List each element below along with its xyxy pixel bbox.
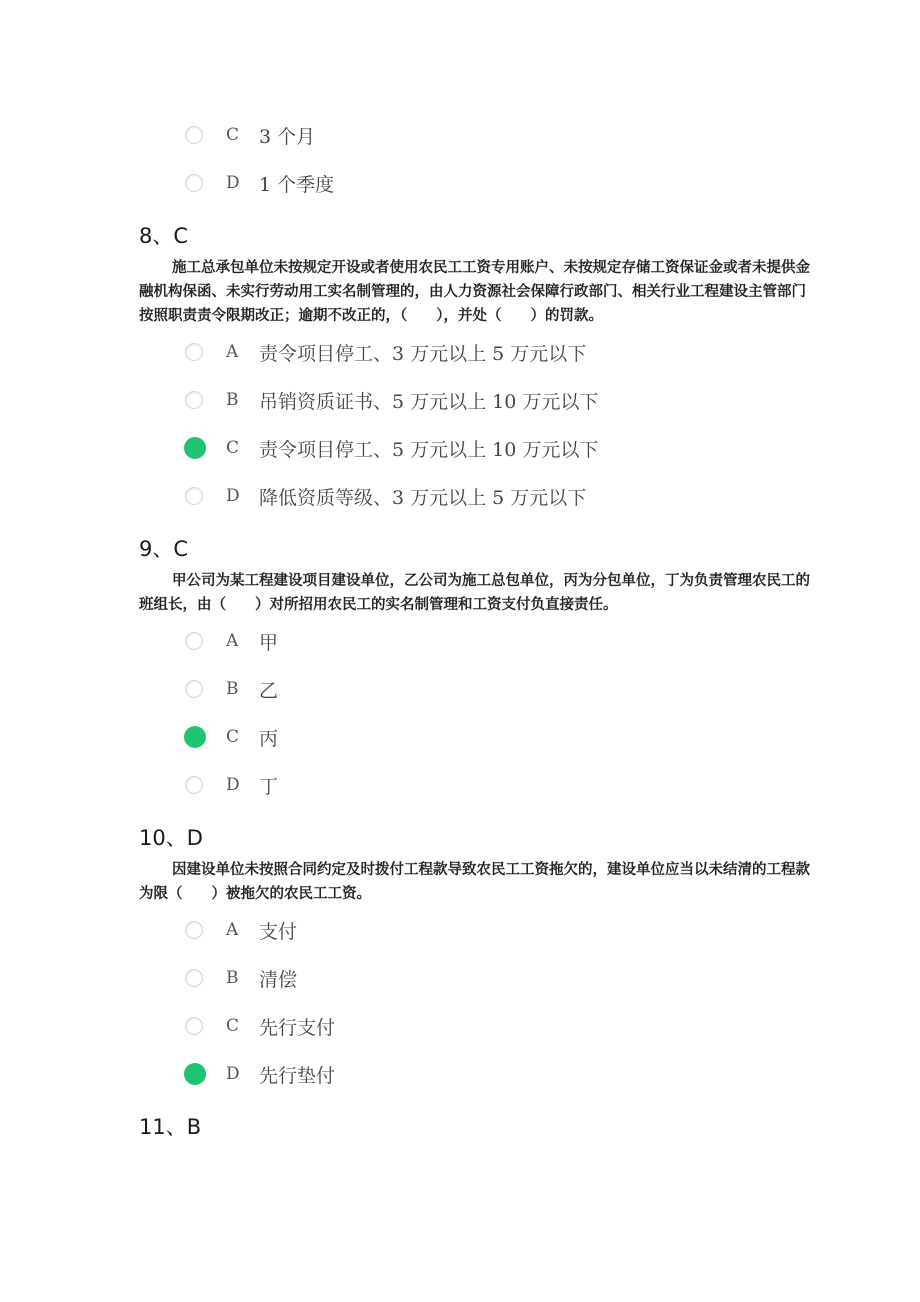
question-8-text: 施工总承包单位未按规定开设或者使用农民工工资专用账户、未按规定存储工资保证金或者未提供金融机构保函、未实行劳动用工实名制管理的，由人力资源社会保障行政部门、相关行业工程建设主管部门按照职责责令限期改正；逾期不改正的，（ ），并处（ ）的罚款。 <box>139 260 810 324</box>
radio-unselected-icon[interactable] <box>185 632 203 650</box>
option-text: 责令项目停工、5 万元以上 10 万元以下 <box>259 438 599 461</box>
radio-unselected-icon[interactable] <box>185 343 203 361</box>
question-11-header: 11、B <box>139 1115 202 1139</box>
q8-option-d[interactable] <box>185 481 586 511</box>
option-text: 1 个季度 <box>259 173 335 196</box>
option-text: 先行垫付 <box>259 1064 336 1087</box>
q7-option-d[interactable] <box>185 168 334 198</box>
option-text: 降低资质等级、3 万元以上 5 万元以下 <box>259 486 587 509</box>
option-text: 丁 <box>259 775 279 798</box>
q9-option-c[interactable] <box>185 722 278 752</box>
option-letter: C <box>226 727 240 747</box>
option-letter: B <box>226 968 239 988</box>
option-letter: A <box>226 631 239 651</box>
q9-option-d[interactable] <box>185 770 278 800</box>
q8-option-a[interactable] <box>185 337 586 367</box>
option-text: 清偿 <box>259 968 298 991</box>
option-letter: B <box>226 679 239 699</box>
q9-option-b[interactable] <box>185 674 278 704</box>
option-letter: D <box>226 486 240 506</box>
option-text: 3 个月 <box>259 125 316 148</box>
q9-option-a[interactable] <box>185 626 278 656</box>
radio-unselected-icon[interactable] <box>185 126 203 144</box>
option-text: 乙 <box>259 679 279 702</box>
radio-unselected-icon[interactable] <box>185 776 203 794</box>
option-text: 责令项目停工、3 万元以上 5 万元以下 <box>259 342 587 365</box>
radio-unselected-icon[interactable] <box>185 680 203 698</box>
q7-option-c[interactable] <box>185 120 315 150</box>
option-text: 丙 <box>259 727 279 750</box>
radio-unselected-icon[interactable] <box>185 487 203 505</box>
option-letter: B <box>226 390 239 410</box>
radio-selected-icon[interactable] <box>184 726 206 748</box>
option-text: 甲 <box>259 631 279 654</box>
radio-unselected-icon[interactable] <box>185 921 203 939</box>
question-10-header: 10、D <box>139 826 203 850</box>
option-letter: A <box>226 342 239 362</box>
radio-selected-icon[interactable] <box>184 1063 206 1085</box>
option-text: 支付 <box>259 920 298 943</box>
q10-option-d[interactable] <box>185 1059 335 1089</box>
question-9-text: 甲公司为某工程建设项目建设单位，乙公司为施工总包单位，丙为分包单位，丁为负责管理农民工的班组长，由（ ）对所招用农民工的实名制管理和工资支付负直接责任。 <box>139 573 810 613</box>
option-letter: C <box>226 438 240 458</box>
q8-option-b[interactable] <box>185 385 598 415</box>
q10-option-a[interactable] <box>185 915 297 945</box>
option-letter: D <box>226 1064 240 1084</box>
q10-option-b[interactable] <box>185 963 297 993</box>
option-text: 先行支付 <box>259 1016 336 1039</box>
radio-unselected-icon[interactable] <box>185 1017 203 1035</box>
option-letter: A <box>226 920 239 940</box>
question-9-header: 9、C <box>139 537 189 561</box>
option-letter: C <box>226 125 240 145</box>
question-8-header: 8、C <box>139 224 189 248</box>
radio-selected-icon[interactable] <box>184 437 206 459</box>
q10-option-c[interactable] <box>185 1011 335 1041</box>
radio-unselected-icon[interactable] <box>185 969 203 987</box>
radio-unselected-icon[interactable] <box>185 391 203 409</box>
question-10-text: 因建设单位未按照合同约定及时拨付工程款导致农民工工资拖欠的，建设单位应当以未结清的工程款为限（ ）被拖欠的农民工工资。 <box>139 862 810 902</box>
option-letter: D <box>226 173 240 193</box>
option-letter: D <box>226 775 240 795</box>
option-letter: C <box>226 1016 240 1036</box>
radio-unselected-icon[interactable] <box>185 174 203 192</box>
q8-option-c[interactable] <box>185 433 598 463</box>
option-text: 吊销资质证书、5 万元以上 10 万元以下 <box>259 390 599 413</box>
